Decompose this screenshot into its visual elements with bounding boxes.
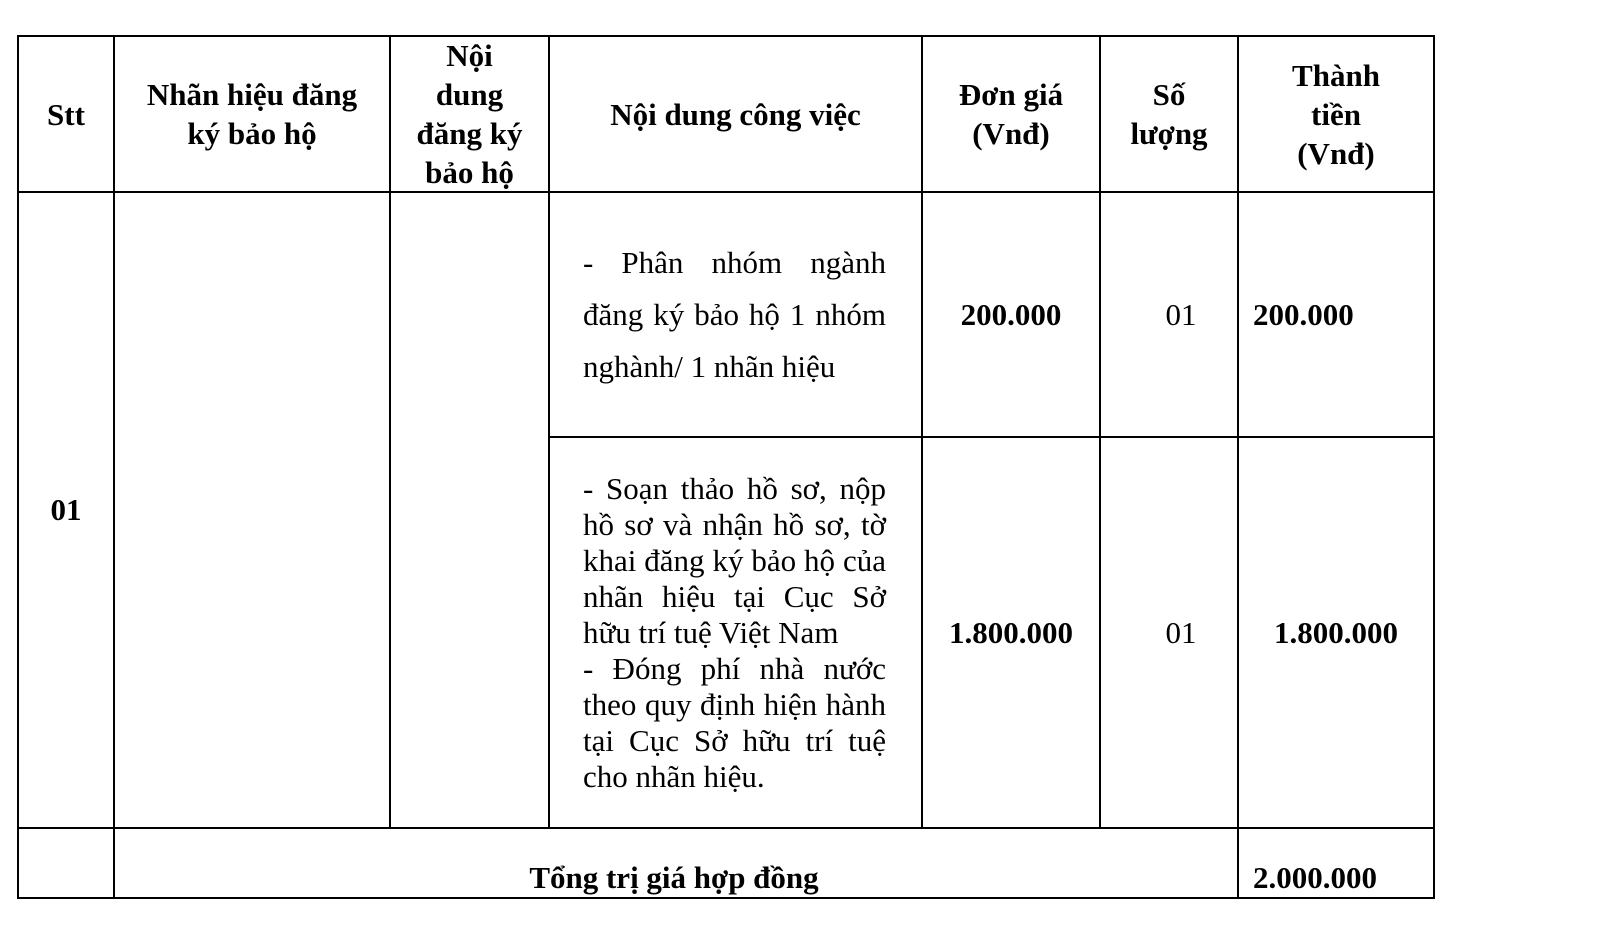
header-quantity <box>1101 37 1237 191</box>
item-2-quantity-value: 01 <box>1165 614 1197 650</box>
total-amount: 2.000.000 <box>1253 860 1377 895</box>
item-2-quantity <box>1101 438 1237 827</box>
header-unit-price <box>923 37 1099 191</box>
item-1-amount-value: 200.000 <box>1253 296 1354 332</box>
item-1-amount <box>1239 193 1433 436</box>
header-trademark <box>115 37 389 191</box>
row-trademark <box>115 193 389 827</box>
header-stt <box>19 37 113 191</box>
item-2-work <box>550 438 921 827</box>
item-1-unit-price <box>923 193 1099 436</box>
item-1-quantity-value: 01 <box>1165 296 1197 332</box>
row-stt <box>19 193 113 827</box>
row-stt-value: 01 <box>50 492 82 527</box>
item-2-work-line-1: - Soạn thảo hồ sơ, nộp hồ sơ và nhận hồ sơ, tờ khai đăng ký bảo hộ của nhãn hiệu tại Cục Sở hữu trí tuệ Việt Nam <box>583 470 886 650</box>
total-label: Tổng trị giá hợp đồng <box>529 860 819 895</box>
item-2-work-line-2: - Đóng phí nhà nước theo quy định hiện hành tại Cục Sở hữu trí tuệ cho nhãn hiệu. <box>583 650 886 794</box>
item-2-amount <box>1239 438 1433 827</box>
header-amount-label: Thành tiền (Vnđ) <box>1292 57 1380 171</box>
total-label-cell <box>115 829 1237 897</box>
item-1-unit-price-value: 200.000 <box>960 296 1062 332</box>
item-2-amount-value: 1.800.000 <box>1274 614 1398 650</box>
header-stt-label: Stt <box>47 96 85 132</box>
header-reg-content <box>391 37 548 191</box>
item-2-work-text <box>583 471 886 795</box>
total-amount-cell <box>1239 829 1433 897</box>
header-quantity-label: Số lượng <box>1130 77 1208 151</box>
item-2-unit-price-value: 1.800.000 <box>949 614 1073 650</box>
item-1-work-text: - Phân nhóm ngành đăng ký bảo hộ 1 nhóm nghành/ 1 nhãn hiệu <box>583 244 886 384</box>
row-reg-content <box>391 193 548 827</box>
header-work <box>550 37 921 191</box>
header-amount <box>1239 37 1433 191</box>
item-1-work <box>550 193 921 436</box>
header-work-label: Nội dung công việc <box>610 96 861 132</box>
total-stt-cell <box>19 829 113 897</box>
header-reg-content-label: Nội dung đăng ký bảo hộ <box>416 38 523 190</box>
header-trademark-label: Nhãn hiệu đăng ký bảo hộ <box>146 77 358 151</box>
table-border-right <box>1433 35 1435 899</box>
header-unit-price-label: Đơn giá (Vnđ) <box>958 77 1064 151</box>
item-2-unit-price <box>923 438 1099 827</box>
table-border-bottom <box>17 897 1435 899</box>
item-1-quantity <box>1101 193 1237 436</box>
